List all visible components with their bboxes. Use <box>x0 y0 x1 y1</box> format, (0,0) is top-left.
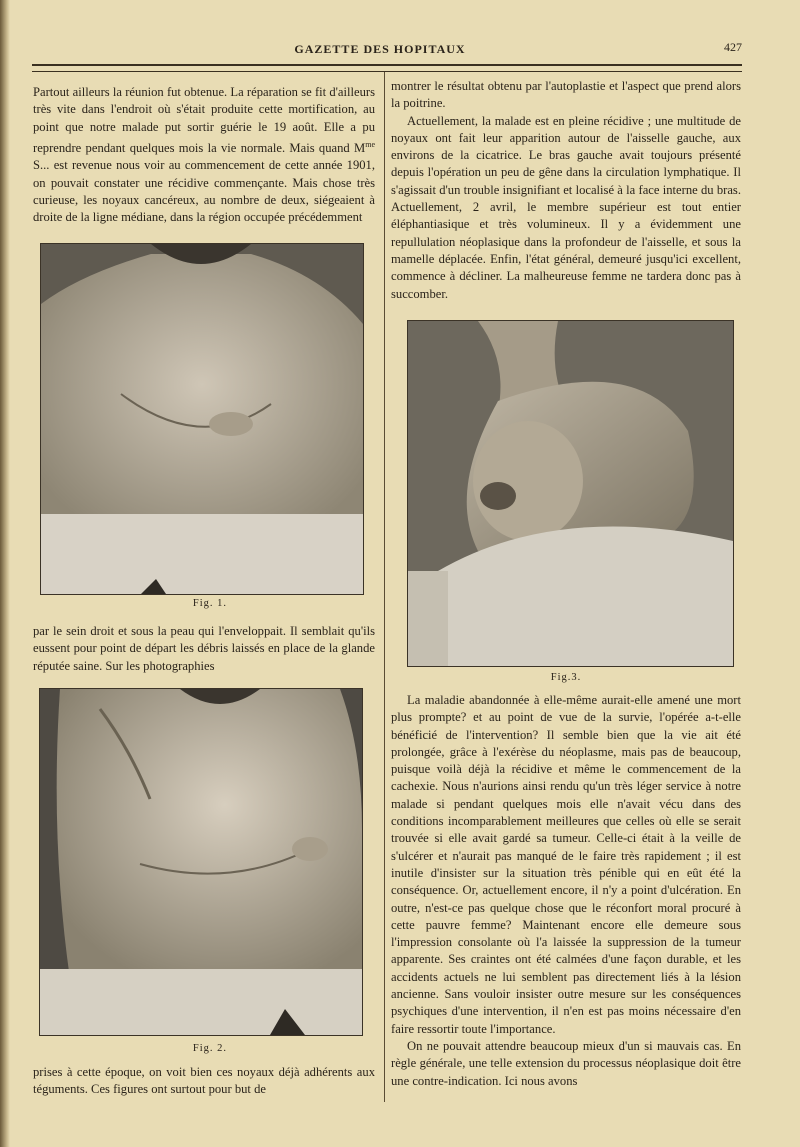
left-para-1-text: Partout ailleurs la réunion fut obtenue. La réparation se fit d'ailleurs très vite dans l'endroit où s'était produite cette mortification, au point que notre malade put sortir guérie le 19 août. Elle a pu reprendre pendant quelques mois la vie normale. Mais quand M <box>33 85 375 156</box>
left-column-para2-block <box>33 623 375 675</box>
figure-3-photo <box>407 320 734 667</box>
left-para-3: prises à cette époque, on voit bien ces noyaux déjà adhérents aux téguments. Ces figures ont surtout pour but de <box>33 1065 375 1097</box>
header-rule-thin <box>32 71 742 72</box>
left-para-1 <box>33 84 375 227</box>
column-divider <box>384 72 385 1102</box>
page-binding-edge <box>0 0 10 1147</box>
figure-3-caption: Fig.3. <box>550 672 582 683</box>
right-para-1: montrer le résultat obtenu par l'autoplastie et l'aspect que prend alors la poitrine. <box>391 79 741 111</box>
right-para-4: On ne pouvait attendre beaucoup mieux d'un si mauvais cas. En règle générale, une telle extension du processus néoplasique doit être une contre-indication. Ici nous avons <box>391 1038 741 1088</box>
left-para-1-text-end: S... est revenue nous voir au commencement de cette année 1901, on pouvait constater une récidive commençante. Mais chose très curieuse, les noyaux cancéreux, au nombre de deux, siégeaient à droite de la ligne médiane, dans la région occupée précédemment <box>33 158 375 225</box>
right-para-3: La maladie abandonnée à elle-même aurait-elle amené une mort plus prompte? et au point de vue de la survie, l'opérée a-t-elle bénéficié de l'intervention? Il semble bien que la vie ait été prolongée, grâce à l'exérèse du néoplasme, mais pas de beaucoup, puisque voilà déjà la récidive et même le commencement de la cachexie. Nous n'aurions ainsi rendu qu'un très léger service à notre malade si pendant quelques mois elle n'avait vécu dans des conditions incomparablement meilleures que celles où elle se serait trouvée si elle avait gardé sa tumeur. Celle-ci était à la veille de s'ulcérer et n'aurait pas manqué de le faire très rapidement ; il est inutile d'insister sur la situation très pénible qui en eût été la conséquence. Or, actuellement encore, il n'y a point d'ulcération. En outre, n'est-ce pas quelque chose que le réconfort moral procuré à cette pauvre femme? Maintenant encore elle demeure sous l'impression consolante où l'a laissée la suppression de la tumeur apparente. Ses craintes ont été calmées d'une façon durable, et les accidents actuels ne lui semblent pas directement liés à la lésion ancienne. Sans vouloir insister outre mesure sur les conséquences psychiques d'une intervention, il n'en est pas moins nécessaire d'en faire ressortir toute l'importance. <box>391 693 741 1036</box>
figure-2-photo <box>39 688 363 1036</box>
madame-superscript: me <box>365 139 375 149</box>
left-column-para3-block <box>33 1064 375 1099</box>
figure-2-caption: Fig. 2. <box>192 1043 228 1054</box>
header-rule <box>32 64 742 66</box>
figure-1-photo <box>40 243 364 595</box>
right-column-bottom-block <box>391 692 741 1090</box>
right-column-top-block <box>391 78 741 303</box>
figure-1-caption: Fig. 1. <box>192 598 228 609</box>
journal-title: GAZETTE DES HOPITAUX <box>294 42 466 56</box>
left-para-2: par le sein droit et sous la peau qui l'enveloppait. Il semblait qu'ils eussent pour point de départ les débris laissés en place de la glande réputée saine. Sur les photographies <box>33 624 375 673</box>
right-para-2: Actuellement, la malade est en pleine récidive ; une multitude de noyaux ont fait leur apparition autour de l'aisselle gauche, aux environs de la cicatrice. Le bras gauche avait toujours présenté depuis l'opération un peu de gêne dans la circulation lymphatique. Il s'agissait d'un trouble insignifiant et localisé à la face interne du bras. Actuellement, 2 avril, le membre supérieur est tout entier éléphantiasique et très volumineux. Il y a évidemment une repullulation néoplasique dans la profondeur de l'aisselle, et sous la mamelle déplacée. Enfin, l'état général, demeuré jusqu'ici excellent, commence à décliner. La malheureuse femme ne tardera donc pas à succomber. <box>391 113 741 301</box>
page-number: 427 <box>724 40 742 54</box>
left-column-para1-block <box>33 84 375 227</box>
